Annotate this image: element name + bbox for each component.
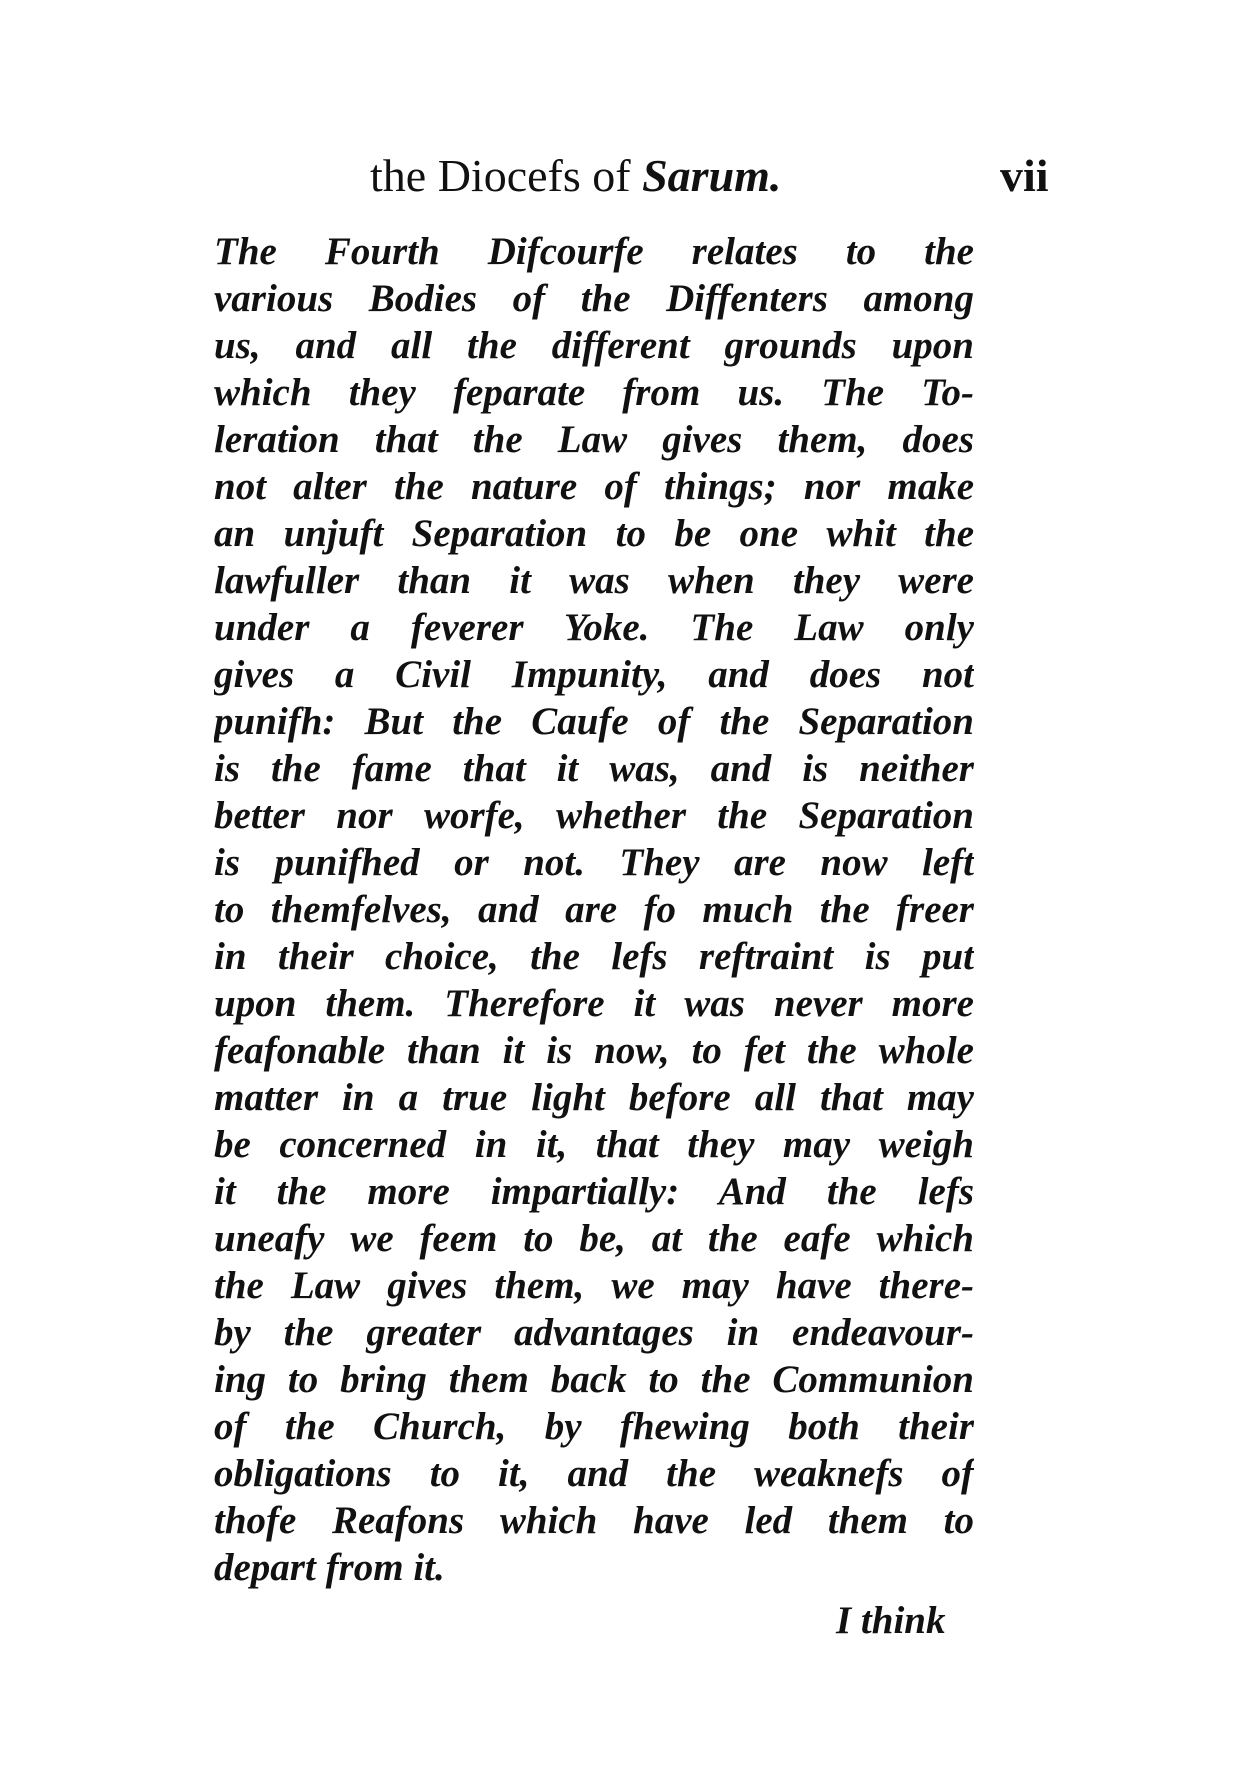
- text-line: the Law gives them, we may have there-: [214, 1264, 974, 1307]
- text-line: gives a Civil Impunity, and does not: [214, 653, 974, 696]
- text-line: to themfelves, and are fo much the freer: [214, 888, 974, 931]
- text-line: ing to bring them back to the Communion: [214, 1358, 974, 1401]
- text-line: upon them. Therefore it was never more: [214, 982, 974, 1025]
- text-line: depart from it.: [214, 1546, 445, 1589]
- text-line: which they feparate from us. The To-: [214, 371, 974, 414]
- text-line: various Bodies of the Diffenters among: [214, 277, 974, 320]
- running-head: [370, 148, 781, 204]
- text-line: obligations to it, and the weaknefs of: [214, 1452, 974, 1495]
- text-line: not alter the nature of things; nor make: [214, 465, 974, 508]
- page-number: vii: [1000, 150, 1049, 201]
- text-line: thofe Reafons which have led them to: [214, 1499, 974, 1542]
- text-line: it the more impartially: And the lefs: [214, 1170, 974, 1213]
- text-line: feafonable than it is now, to fet the whole: [214, 1029, 974, 1072]
- text-line: in their choice, the lefs reftraint is put: [214, 935, 974, 978]
- text-line: matter in a true light before all that may: [214, 1076, 974, 1119]
- text-line: The Fourth Difcourfe relates to the: [214, 230, 974, 273]
- running-title: the Diocefs of: [370, 150, 631, 201]
- text-line: uneafy we feem to be, at the eafe which: [214, 1217, 974, 1260]
- text-line: leration that the Law gives them, does: [214, 418, 974, 461]
- text-line: is punifhed or not. They are now left: [214, 841, 974, 884]
- text-line: under a feverer Yoke. The Law only: [214, 606, 974, 649]
- text-line: better nor worfe, whether the Separation: [214, 794, 974, 837]
- running-title-place: Sarum.: [642, 150, 782, 201]
- body-paragraph: [214, 228, 974, 1591]
- text-line: an unjuft Separation to be one whit the: [214, 512, 974, 555]
- text-line: by the greater advantages in endeavour-: [214, 1311, 974, 1354]
- text-line: be concerned in it, that they may weigh: [214, 1123, 974, 1166]
- text-line: of the Church, by fhewing both their: [214, 1405, 974, 1448]
- text-line: us, and all the different grounds upon: [214, 324, 974, 367]
- text-line: punifh: But the Caufe of the Separation: [214, 700, 974, 743]
- text-line: is the fame that it was, and is neither: [214, 747, 974, 790]
- catchword: I think: [836, 1599, 946, 1642]
- text-line: lawfuller than it was when they were: [214, 559, 974, 602]
